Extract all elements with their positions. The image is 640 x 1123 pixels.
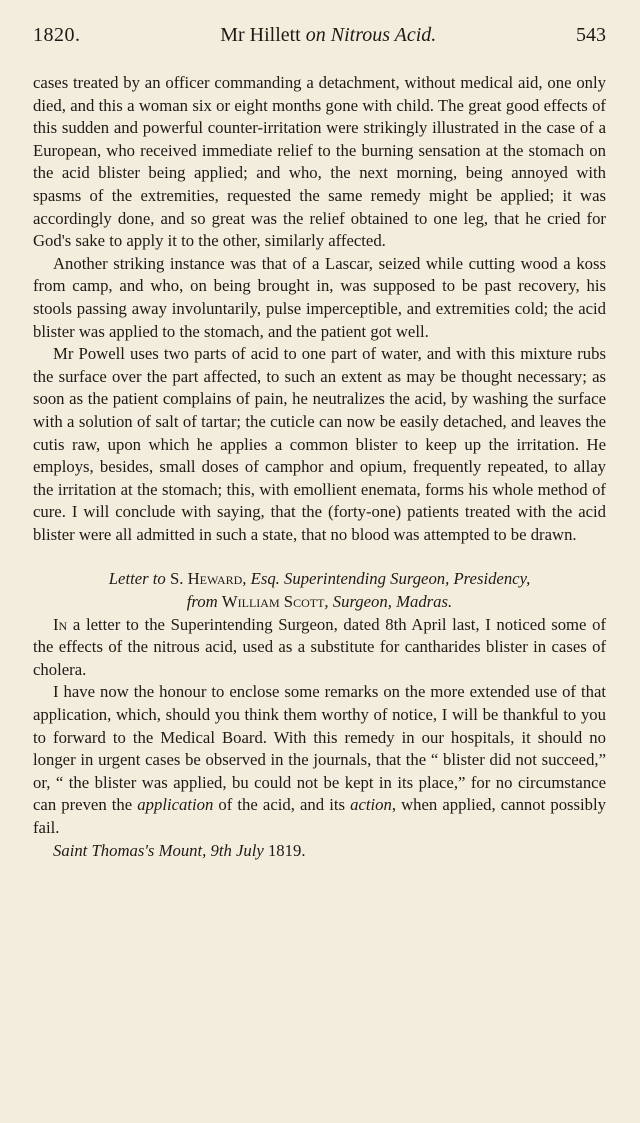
paragraph-1: cases treated by an officer commanding a detachment, without medical aid, one only died, and this a woman six or eight months gone with child. The great good effects of this sudden and powerful counter-irritation were strikingly illustrated in the case of a European, who received immediate relief to the burning sensation at the stomach on the acid blister being applied; and who, the next morning, being annoyed with spasms of the extremities, requested the same remedy might be applied; it was accordingly done, and so great was the relief obtained to one leg, that he cried for God's sake to apply it to the other, similarly affected. bbox=[33, 73, 606, 251]
page-header bbox=[33, 22, 606, 52]
letter-emphasis-application: application bbox=[137, 795, 214, 815]
main-text bbox=[33, 72, 606, 862]
header-year: 1820. bbox=[33, 24, 81, 46]
letter-title-from: from bbox=[186, 592, 222, 612]
letter-title-initial: S. bbox=[165, 569, 188, 589]
running-head-author: Mr Hillett bbox=[220, 24, 306, 46]
signature-year: 1819. bbox=[267, 840, 306, 860]
letter-title-recipient: Heward bbox=[187, 569, 243, 589]
letter-paragraph-1 bbox=[33, 614, 606, 682]
letter-text-part-2: of the acid, and its bbox=[213, 795, 351, 815]
letter-title-recipient-role: , Esq. Superintending Surgeon, Presidency, bbox=[242, 569, 531, 589]
letter-text-part-1: I have now the honour to enclose some remarks on the more extended use of that application, which, should you think them worthy of notice, I will be thankful to you to forward to the Medical Board. With this remedy in our hospitals, it should no longer in urgent cases be observed in the journals, that the “ blister did not succeed,” or, “ the blister was applied, bu could not be kept in its place,” for no circumstance can preven the bbox=[33, 682, 606, 815]
signature-place-date: Saint Thomas's Mount, 9th July bbox=[53, 840, 268, 860]
letter-title bbox=[33, 568, 606, 613]
letter-title-line-2 bbox=[33, 591, 606, 614]
page-number: 543 bbox=[576, 24, 606, 46]
letter-opening-word: In bbox=[53, 614, 68, 634]
letter-emphasis-action: action bbox=[350, 795, 392, 815]
letter-text-part-3: , when applied, cannot possibly fail. bbox=[33, 795, 606, 837]
letter-signature bbox=[33, 840, 606, 863]
running-head-subject: Nitrous Acid. bbox=[325, 24, 437, 46]
running-head bbox=[220, 22, 436, 48]
section-gap bbox=[33, 546, 606, 568]
letter-title-line-1 bbox=[33, 568, 606, 591]
letter-title-sender: William Scott bbox=[221, 592, 325, 612]
letter-title-sender-role: , Surgeon, Madras. bbox=[324, 592, 453, 612]
letter-paragraph-2 bbox=[33, 681, 606, 839]
running-head-on: on bbox=[305, 24, 326, 46]
letter-opening-text: a letter to the Superintending Surgeon, dated 8th April last, I noticed some of the effects of the nitrous acid, used as a substitute for cantharides blister in cases of cholera. bbox=[33, 614, 606, 679]
paragraph-2: Another striking instance was that of a Lascar, seized while cutting wood a koss from camp, and who, on being brought in, was supposed to be past recovery, his stools passing away involuntarily, pulse imperceptible, and extremities cold; the acid blister was applied to the stomach, and the patient got well. bbox=[33, 253, 606, 341]
paragraph-3: Mr Powell uses two parts of acid to one part of water, and with this mixture rubs the surface over the part affected, to such an extent as may be thought necessary; as soon as the patient complains of pain, he neutralizes the acid, by washing the surface with a solution of salt of tartar; the cuticle can now be easily detached, and leaves the cutis raw, upon which he applies a common blister to keep up the irritation. He employs, besides, small doses of camphor and opium, frequently repeated, to allay the irritation at the stomach; this, with emollient enemata, forms his whole method of cure. I will conclude with saying, that the (forty-one) patients treated with the acid blister were all admitted in such a state, that no blood was attempted to be drawn. bbox=[33, 344, 606, 544]
letter-title-letter-to: Letter to bbox=[108, 569, 166, 589]
